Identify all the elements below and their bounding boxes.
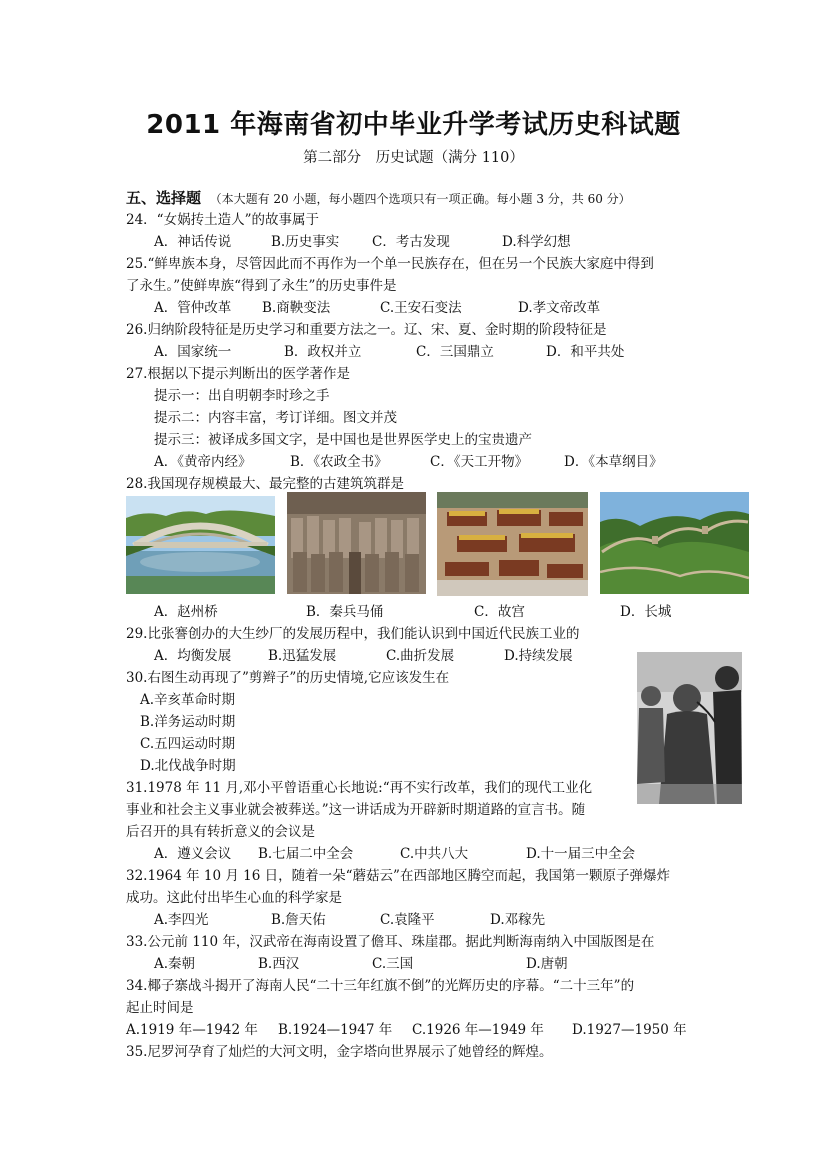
q24-option-c: C．考古发现: [372, 234, 450, 250]
q34-option-a: A.1919 年—1942 年: [126, 1022, 258, 1038]
q33-option-d: D.唐朝: [526, 956, 568, 972]
q30-option-a: A.辛亥革命时期: [140, 692, 236, 708]
q24-option-a: A．神话传说: [154, 234, 232, 250]
great-wall-photo: [600, 492, 749, 594]
q25-option-a: A．管仲改革: [154, 300, 232, 316]
q26-option-d: D．和平共处: [546, 344, 625, 360]
q31-option-d: D.十一届三中全会: [526, 846, 636, 862]
q33-options: [154, 954, 754, 974]
q32-stem-line1: 32.1964 年 10 月 16 日，随着一朵“蘑菇云”在西部地区腾空而起，我国第一颗原子弹爆炸: [126, 868, 670, 884]
q27-options: [154, 452, 754, 472]
q31-option-b: B.七届二中全会: [258, 846, 354, 862]
q32-options: [154, 910, 754, 930]
q30-option-d: D.北伐战争时期: [140, 758, 236, 774]
q27-hint-3: 提示三：被译成多国文字，是中国也是世界医学史上的宝贵遗产: [154, 432, 532, 448]
q27-hint-1: 提示一：出自明朝李时珍之手: [154, 388, 330, 404]
q24-option-b: B.历史事实: [271, 234, 340, 250]
q33-option-c: C.三国: [372, 956, 414, 972]
q30-option-c: C.五四运动时期: [140, 736, 236, 752]
q34-option-b: B.1924—1947 年: [278, 1022, 393, 1038]
q34-option-c: C.1926 年—1949 年: [412, 1022, 544, 1038]
q28-options: [154, 602, 754, 622]
q34-options: [126, 1020, 726, 1040]
q27-stem: 27.根据以下提示判断出的医学著作是: [126, 366, 350, 382]
q33-stem: 33.公元前 110 年，汉武帝在海南设置了儋耳、珠崖郡。据此判断海南纳入中国版图是在: [126, 934, 655, 950]
q27-option-b: B．《农政全书》: [290, 454, 388, 470]
q34-stem-line1: 34.椰子寨战斗揭开了海南人民“二十三年红旗不倒”的光辉历史的序幕。“二十三年”的: [126, 978, 635, 994]
q27-option-d: D．《本草纲目》: [564, 454, 663, 470]
q25-options: [154, 298, 754, 318]
q26-option-b: B．政权并立: [284, 344, 362, 360]
q29-option-c: C.曲折发展: [386, 648, 455, 664]
q28-option-b: B．秦兵马俑: [306, 604, 384, 620]
q25-stem-line1: 25.“鲜卑族本身，尽管因此而不再作为一个单一民族存在，但在另一个民族大家庭中得到: [126, 256, 654, 272]
q27-hint-2: 提示二：内容丰富，考订详细。图文并茂: [154, 410, 397, 426]
q32-option-a: A.李四光: [154, 912, 209, 928]
section-heading: 五、选择题: [126, 189, 202, 207]
q28-stem: 28.我国现存规模最大、最完整的古建筑筑群是: [126, 476, 404, 492]
q33-option-b: B.西汉: [258, 956, 300, 972]
exam-title: 2011 年海南省初中毕业升学考试历史科试题: [146, 110, 681, 140]
q35-stem: 35.尼罗河孕育了灿烂的大河文明，金字塔向世界展示了她曾经的辉煌。: [126, 1044, 553, 1060]
q33-option-a: A.秦朝: [154, 956, 196, 972]
q32-option-d: D.邓稼先: [490, 912, 546, 928]
q30-stem: 30.右图生动再现了”剪辫子”的历史情境,它应该发生在: [126, 670, 450, 686]
q34-stem-line2: 起止时间是: [126, 1000, 194, 1016]
q31-option-c: C.中共八大: [400, 846, 469, 862]
q29-stem: 29.比张謇创办的大生纱厂的发展历程中，我们能认识到中国近代民族工业的: [126, 626, 580, 642]
q26-options: [154, 342, 754, 362]
q26-option-c: C．三国鼎立: [416, 344, 494, 360]
q27-option-a: A．《黄帝内经》: [154, 454, 252, 470]
q28-option-c: C．故宫: [474, 604, 525, 620]
q26-stem: 26.归纳阶段特征是历史学习和重要方法之一。辽、宋、夏、金时期的阶段特征是: [126, 322, 607, 338]
q29-option-d: D.持续发展: [504, 648, 573, 664]
q25-option-b: B.商鞅变法: [262, 300, 331, 316]
q31-stem-line2: 事业和社会主义事业就会被葬送。”这一讲话成为开辟新时期道路的宣言书。随: [126, 802, 586, 818]
q32-option-b: B.詹天佑: [271, 912, 326, 928]
q31-options: [154, 844, 754, 864]
q28-option-a: A．赵州桥: [154, 604, 218, 620]
q31-stem-line1: 31.1978 年 11 月,邓小平曾语重心长地说:“再不实行改革，我们的现代工业化: [126, 780, 593, 796]
q30-option-b: B.洋务运动时期: [140, 714, 236, 730]
q31-stem-line3: 后召开的具有转折意义的会议是: [126, 824, 315, 840]
q24-stem: 24．“女娲抟土造人”的故事属于: [126, 212, 319, 228]
q25-option-d: D.孝文帝改革: [518, 300, 601, 316]
q32-option-c: C.袁隆平: [380, 912, 435, 928]
q31-option-a: A．遵义会议: [154, 846, 232, 862]
q29-option-a: A．均衡发展: [154, 648, 232, 664]
q32-stem-line2: 成功。这此付出毕生心血的科学家是: [126, 890, 342, 906]
queue-cutting-photo: [637, 652, 742, 804]
forbidden-city-photo: [437, 492, 588, 596]
q26-option-a: A．国家统一: [154, 344, 232, 360]
q24-options: [154, 232, 754, 252]
q25-option-c: C.王安石变法: [380, 300, 462, 316]
exam-subtitle: 第二部分 历史试题（满分 110）: [303, 150, 524, 166]
section-header: [126, 188, 631, 209]
q28-option-d: D．长城: [620, 604, 672, 620]
section-note: （本大题有 20 小题，每小题四个选项只有一项正确。每小题 3 分，共 60 分）: [209, 192, 631, 206]
q25-stem-line2: 了永生。”使鲜卑族“得到了永生”的历史事件是: [126, 278, 397, 294]
q29-option-b: B.迅猛发展: [268, 648, 337, 664]
q24-option-d: D.科学幻想: [502, 234, 571, 250]
zhaozhou-bridge-photo: [126, 496, 275, 594]
terracotta-army-photo: [287, 492, 426, 594]
q34-option-d: D.1927—1950 年: [572, 1022, 687, 1038]
q27-option-c: C．《天工开物》: [430, 454, 529, 470]
